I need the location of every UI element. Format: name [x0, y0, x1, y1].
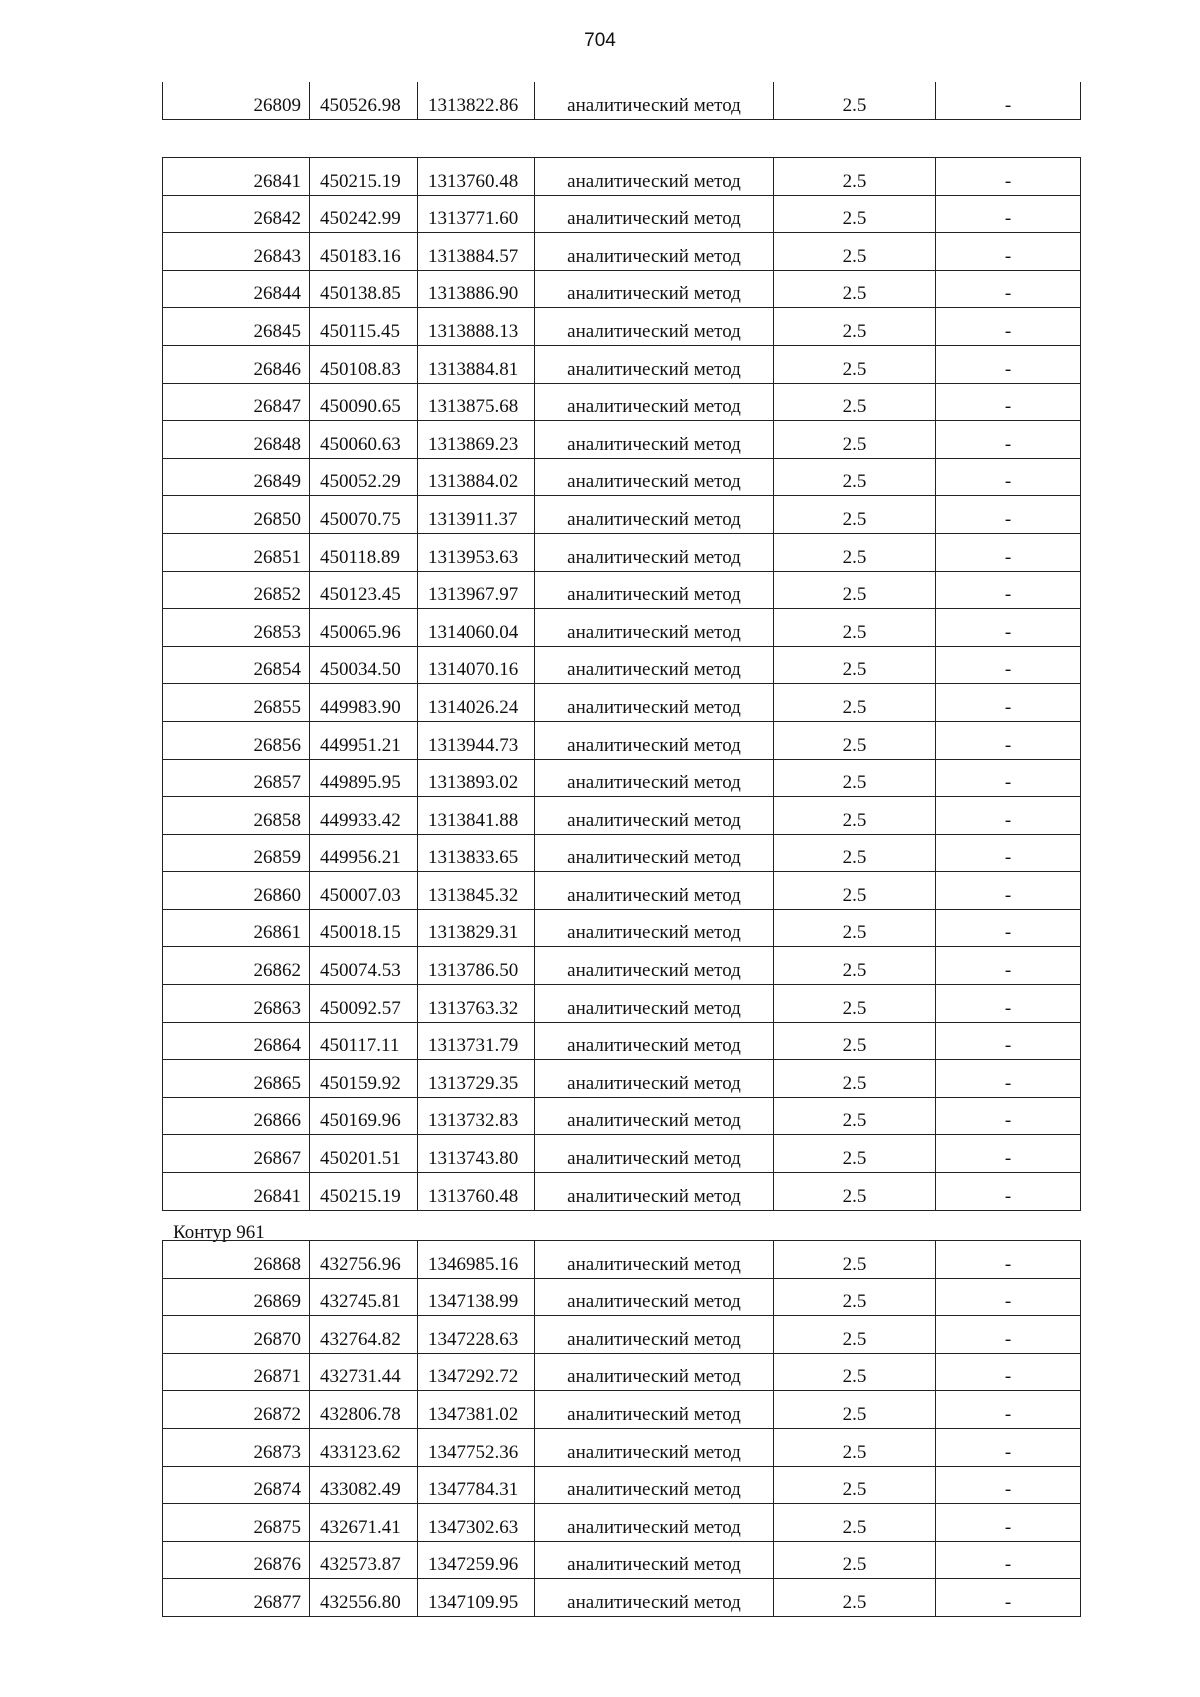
accuracy-cell: 2.5 — [774, 721, 936, 759]
point-number-cell: 26859 — [163, 834, 310, 872]
x-coordinate-cell: 450060.63 — [310, 421, 418, 459]
table-row — [163, 1428, 1081, 1466]
point-number-cell: 26864 — [163, 1022, 310, 1060]
accuracy-cell: 2.5 — [774, 1278, 936, 1316]
description-cell: - — [936, 496, 1081, 534]
description-cell: - — [936, 308, 1081, 346]
description-cell: - — [936, 797, 1081, 835]
accuracy-cell: 2.5 — [774, 1466, 936, 1504]
x-coordinate-cell: 432731.44 — [310, 1353, 418, 1391]
table-row — [163, 1097, 1081, 1135]
table-row — [163, 1541, 1081, 1579]
description-cell: - — [936, 1316, 1081, 1354]
method-cell: аналитический метод — [535, 721, 774, 759]
method-cell: аналитический метод — [535, 1173, 774, 1211]
x-coordinate-cell: 449951.21 — [310, 721, 418, 759]
description-cell: - — [936, 1173, 1081, 1211]
x-coordinate-cell: 449983.90 — [310, 684, 418, 722]
method-cell: аналитический метод — [535, 82, 774, 120]
x-coordinate-cell: 433123.62 — [310, 1428, 418, 1466]
x-coordinate-cell: 450242.99 — [310, 195, 418, 233]
accuracy-cell: 2.5 — [774, 834, 936, 872]
point-number-cell: 26875 — [163, 1504, 310, 1542]
table-row — [163, 421, 1081, 459]
x-coordinate-cell: 450065.96 — [310, 609, 418, 647]
point-number-cell: 26857 — [163, 759, 310, 797]
point-number-cell: 26866 — [163, 1097, 310, 1135]
method-cell: аналитический метод — [535, 158, 774, 196]
accuracy-cell: 2.5 — [774, 158, 936, 196]
description-cell: - — [936, 458, 1081, 496]
point-number-cell: 26854 — [163, 646, 310, 684]
description-cell: - — [936, 195, 1081, 233]
y-coordinate-cell: 1347381.02 — [418, 1391, 535, 1429]
accuracy-cell: 2.5 — [774, 1541, 936, 1579]
point-number-cell: 26877 — [163, 1579, 310, 1617]
table-row — [163, 834, 1081, 872]
x-coordinate-cell: 432806.78 — [310, 1391, 418, 1429]
table-row — [163, 1579, 1081, 1617]
coordinates-table-contour-960 — [162, 157, 1081, 1211]
description-cell: - — [936, 1241, 1081, 1279]
accuracy-cell: 2.5 — [774, 1391, 936, 1429]
description-cell: - — [936, 985, 1081, 1023]
x-coordinate-cell: 449933.42 — [310, 797, 418, 835]
point-number-cell: 26847 — [163, 383, 310, 421]
point-number-cell: 26850 — [163, 496, 310, 534]
y-coordinate-cell: 1313786.50 — [418, 947, 535, 985]
y-coordinate-cell: 1313731.79 — [418, 1022, 535, 1060]
x-coordinate-cell: 450526.98 — [310, 82, 418, 120]
method-cell: аналитический метод — [535, 458, 774, 496]
method-cell: аналитический метод — [535, 1428, 774, 1466]
x-coordinate-cell: 450159.92 — [310, 1060, 418, 1098]
accuracy-cell: 2.5 — [774, 909, 936, 947]
method-cell: аналитический метод — [535, 571, 774, 609]
description-cell: - — [936, 421, 1081, 459]
coordinates-table-continued — [162, 82, 1081, 120]
point-number-cell: 26842 — [163, 195, 310, 233]
description-cell: - — [936, 909, 1081, 947]
accuracy-cell: 2.5 — [774, 1135, 936, 1173]
y-coordinate-cell: 1313869.23 — [418, 421, 535, 459]
x-coordinate-cell: 450123.45 — [310, 571, 418, 609]
x-coordinate-cell: 450034.50 — [310, 646, 418, 684]
method-cell: аналитический метод — [535, 909, 774, 947]
table-row — [163, 533, 1081, 571]
point-number-cell: 26867 — [163, 1135, 310, 1173]
description-cell: - — [936, 834, 1081, 872]
accuracy-cell: 2.5 — [774, 1060, 936, 1098]
accuracy-cell: 2.5 — [774, 533, 936, 571]
y-coordinate-cell: 1313771.60 — [418, 195, 535, 233]
point-number-cell: 26860 — [163, 872, 310, 910]
method-cell: аналитический метод — [535, 383, 774, 421]
y-coordinate-cell: 1347302.63 — [418, 1504, 535, 1542]
point-number-cell: 26849 — [163, 458, 310, 496]
point-number-cell: 26870 — [163, 1316, 310, 1354]
description-cell: - — [936, 721, 1081, 759]
table-row — [163, 1466, 1081, 1504]
y-coordinate-cell: 1313763.32 — [418, 985, 535, 1023]
y-coordinate-cell: 1347259.96 — [418, 1541, 535, 1579]
description-cell: - — [936, 646, 1081, 684]
method-cell: аналитический метод — [535, 646, 774, 684]
method-cell: аналитический метод — [535, 1353, 774, 1391]
y-coordinate-cell: 1313888.13 — [418, 308, 535, 346]
description-cell: - — [936, 1060, 1081, 1098]
description-cell: - — [936, 609, 1081, 647]
accuracy-cell: 2.5 — [774, 872, 936, 910]
table-row — [163, 270, 1081, 308]
point-number-cell: 26874 — [163, 1466, 310, 1504]
accuracy-cell: 2.5 — [774, 759, 936, 797]
point-number-cell: 26841 — [163, 1173, 310, 1211]
y-coordinate-cell: 1347109.95 — [418, 1579, 535, 1617]
method-cell: аналитический метод — [535, 1504, 774, 1542]
accuracy-cell: 2.5 — [774, 1173, 936, 1211]
y-coordinate-cell: 1313884.02 — [418, 458, 535, 496]
point-number-cell: 26865 — [163, 1060, 310, 1098]
x-coordinate-cell: 450007.03 — [310, 872, 418, 910]
method-cell: аналитический метод — [535, 345, 774, 383]
y-coordinate-cell: 1313884.57 — [418, 233, 535, 271]
x-coordinate-cell: 450018.15 — [310, 909, 418, 947]
method-cell: аналитический метод — [535, 1135, 774, 1173]
method-cell: аналитический метод — [535, 421, 774, 459]
table-row — [163, 985, 1081, 1023]
table-row — [163, 1135, 1081, 1173]
table-row — [163, 1060, 1081, 1098]
description-cell: - — [936, 759, 1081, 797]
x-coordinate-cell: 450108.83 — [310, 345, 418, 383]
method-cell: аналитический метод — [535, 1060, 774, 1098]
y-coordinate-cell: 1313732.83 — [418, 1097, 535, 1135]
description-cell: - — [936, 533, 1081, 571]
accuracy-cell: 2.5 — [774, 1504, 936, 1542]
method-cell: аналитический метод — [535, 1316, 774, 1354]
y-coordinate-cell: 1313760.48 — [418, 158, 535, 196]
description-cell: - — [936, 345, 1081, 383]
accuracy-cell: 2.5 — [774, 646, 936, 684]
description-cell: - — [936, 571, 1081, 609]
x-coordinate-cell: 450118.89 — [310, 533, 418, 571]
x-coordinate-cell: 432745.81 — [310, 1278, 418, 1316]
accuracy-cell: 2.5 — [774, 233, 936, 271]
point-number-cell: 26862 — [163, 947, 310, 985]
table-row — [163, 308, 1081, 346]
point-number-cell: 26844 — [163, 270, 310, 308]
description-cell: - — [936, 383, 1081, 421]
x-coordinate-cell: 450117.11 — [310, 1022, 418, 1060]
method-cell: аналитический метод — [535, 797, 774, 835]
y-coordinate-cell: 1314026.24 — [418, 684, 535, 722]
y-coordinate-cell: 1313822.86 — [418, 82, 535, 120]
description-cell: - — [936, 1391, 1081, 1429]
y-coordinate-cell: 1313967.97 — [418, 571, 535, 609]
y-coordinate-cell: 1313875.68 — [418, 383, 535, 421]
table-row — [163, 872, 1081, 910]
point-number-cell: 26845 — [163, 308, 310, 346]
description-cell: - — [936, 1097, 1081, 1135]
point-number-cell: 26852 — [163, 571, 310, 609]
contour-label: Контур 961 — [173, 1222, 265, 1243]
method-cell: аналитический метод — [535, 985, 774, 1023]
table-row — [163, 1241, 1081, 1279]
y-coordinate-cell: 1313886.90 — [418, 270, 535, 308]
accuracy-cell: 2.5 — [774, 270, 936, 308]
y-coordinate-cell: 1313884.81 — [418, 345, 535, 383]
point-number-cell: 26851 — [163, 533, 310, 571]
x-coordinate-cell: 450183.16 — [310, 233, 418, 271]
table-row — [163, 909, 1081, 947]
accuracy-cell: 2.5 — [774, 1428, 936, 1466]
point-number-cell: 26843 — [163, 233, 310, 271]
y-coordinate-cell: 1313953.63 — [418, 533, 535, 571]
description-cell: - — [936, 1022, 1081, 1060]
method-cell: аналитический метод — [535, 1466, 774, 1504]
table-row — [163, 797, 1081, 835]
accuracy-cell: 2.5 — [774, 1241, 936, 1279]
accuracy-cell: 2.5 — [774, 421, 936, 459]
description-cell: - — [936, 1428, 1081, 1466]
method-cell: аналитический метод — [535, 1579, 774, 1617]
point-number-cell: 26848 — [163, 421, 310, 459]
description-cell: - — [936, 1504, 1081, 1542]
x-coordinate-cell: 450138.85 — [310, 270, 418, 308]
table-row — [163, 1278, 1081, 1316]
point-number-cell: 26863 — [163, 985, 310, 1023]
y-coordinate-cell: 1313729.35 — [418, 1060, 535, 1098]
table-row — [163, 1173, 1081, 1211]
point-number-cell: 26858 — [163, 797, 310, 835]
x-coordinate-cell: 450090.65 — [310, 383, 418, 421]
x-coordinate-cell: 450052.29 — [310, 458, 418, 496]
accuracy-cell: 2.5 — [774, 345, 936, 383]
y-coordinate-cell: 1346985.16 — [418, 1241, 535, 1279]
point-number-cell: 26873 — [163, 1428, 310, 1466]
point-number-cell: 26809 — [163, 82, 310, 120]
description-cell: - — [936, 1466, 1081, 1504]
point-number-cell: 26876 — [163, 1541, 310, 1579]
table-row — [163, 609, 1081, 647]
point-number-cell: 26855 — [163, 684, 310, 722]
point-number-cell: 26861 — [163, 909, 310, 947]
method-cell: аналитический метод — [535, 1541, 774, 1579]
point-number-cell: 26846 — [163, 345, 310, 383]
y-coordinate-cell: 1313829.31 — [418, 909, 535, 947]
accuracy-cell: 2.5 — [774, 496, 936, 534]
table-row — [163, 1316, 1081, 1354]
table-row — [163, 1022, 1081, 1060]
table-row — [163, 82, 1081, 120]
method-cell: аналитический метод — [535, 270, 774, 308]
y-coordinate-cell: 1347228.63 — [418, 1316, 535, 1354]
accuracy-cell: 2.5 — [774, 383, 936, 421]
description-cell: - — [936, 1135, 1081, 1173]
table-row — [163, 345, 1081, 383]
table-row — [163, 496, 1081, 534]
accuracy-cell: 2.5 — [774, 1353, 936, 1391]
table-row — [163, 458, 1081, 496]
point-number-cell: 26869 — [163, 1278, 310, 1316]
x-coordinate-cell: 450215.19 — [310, 158, 418, 196]
description-cell: - — [936, 270, 1081, 308]
table-row — [163, 571, 1081, 609]
method-cell: аналитический метод — [535, 1278, 774, 1316]
method-cell: аналитический метод — [535, 1097, 774, 1135]
accuracy-cell: 2.5 — [774, 1097, 936, 1135]
accuracy-cell: 2.5 — [774, 308, 936, 346]
x-coordinate-cell: 432671.41 — [310, 1504, 418, 1542]
point-number-cell: 26856 — [163, 721, 310, 759]
description-cell: - — [936, 233, 1081, 271]
method-cell: аналитический метод — [535, 759, 774, 797]
description-cell: - — [936, 1278, 1081, 1316]
y-coordinate-cell: 1313893.02 — [418, 759, 535, 797]
y-coordinate-cell: 1347752.36 — [418, 1428, 535, 1466]
table-row — [163, 721, 1081, 759]
accuracy-cell: 2.5 — [774, 82, 936, 120]
accuracy-cell: 2.5 — [774, 797, 936, 835]
table-row — [163, 947, 1081, 985]
x-coordinate-cell: 432573.87 — [310, 1541, 418, 1579]
coordinates-table-contour-961 — [162, 1240, 1081, 1617]
method-cell: аналитический метод — [535, 496, 774, 534]
y-coordinate-cell: 1313841.88 — [418, 797, 535, 835]
method-cell: аналитический метод — [535, 684, 774, 722]
point-number-cell: 26872 — [163, 1391, 310, 1429]
method-cell: аналитический метод — [535, 1241, 774, 1279]
y-coordinate-cell: 1313760.48 — [418, 1173, 535, 1211]
accuracy-cell: 2.5 — [774, 985, 936, 1023]
description-cell: - — [936, 1579, 1081, 1617]
description-cell: - — [936, 947, 1081, 985]
method-cell: аналитический метод — [535, 233, 774, 271]
description-cell: - — [936, 1541, 1081, 1579]
method-cell: аналитический метод — [535, 308, 774, 346]
accuracy-cell: 2.5 — [774, 195, 936, 233]
y-coordinate-cell: 1347784.31 — [418, 1466, 535, 1504]
method-cell: аналитический метод — [535, 609, 774, 647]
table-row — [163, 233, 1081, 271]
method-cell: аналитический метод — [535, 1022, 774, 1060]
method-cell: аналитический метод — [535, 1391, 774, 1429]
table-row — [163, 383, 1081, 421]
y-coordinate-cell: 1313911.37 — [418, 496, 535, 534]
x-coordinate-cell: 450215.19 — [310, 1173, 418, 1211]
y-coordinate-cell: 1314060.04 — [418, 609, 535, 647]
table-row — [163, 646, 1081, 684]
point-number-cell: 26853 — [163, 609, 310, 647]
x-coordinate-cell: 433082.49 — [310, 1466, 418, 1504]
table-row — [163, 1353, 1081, 1391]
table-row — [163, 684, 1081, 722]
point-number-cell: 26841 — [163, 158, 310, 196]
x-coordinate-cell: 450074.53 — [310, 947, 418, 985]
x-coordinate-cell: 450092.57 — [310, 985, 418, 1023]
y-coordinate-cell: 1313833.65 — [418, 834, 535, 872]
accuracy-cell: 2.5 — [774, 1316, 936, 1354]
accuracy-cell: 2.5 — [774, 1022, 936, 1060]
table-row — [163, 1391, 1081, 1429]
page-number: 704 — [584, 30, 616, 51]
y-coordinate-cell: 1313845.32 — [418, 872, 535, 910]
table-row — [163, 1504, 1081, 1542]
point-number-cell: 26871 — [163, 1353, 310, 1391]
x-coordinate-cell: 432556.80 — [310, 1579, 418, 1617]
method-cell: аналитический метод — [535, 834, 774, 872]
table-row — [163, 158, 1081, 196]
accuracy-cell: 2.5 — [774, 609, 936, 647]
y-coordinate-cell: 1313743.80 — [418, 1135, 535, 1173]
y-coordinate-cell: 1347138.99 — [418, 1278, 535, 1316]
method-cell: аналитический метод — [535, 533, 774, 571]
description-cell: - — [936, 684, 1081, 722]
x-coordinate-cell: 450070.75 — [310, 496, 418, 534]
x-coordinate-cell: 450201.51 — [310, 1135, 418, 1173]
x-coordinate-cell: 432764.82 — [310, 1316, 418, 1354]
description-cell: - — [936, 158, 1081, 196]
x-coordinate-cell: 432756.96 — [310, 1241, 418, 1279]
x-coordinate-cell: 450115.45 — [310, 308, 418, 346]
table-row — [163, 759, 1081, 797]
point-number-cell: 26868 — [163, 1241, 310, 1279]
accuracy-cell: 2.5 — [774, 458, 936, 496]
method-cell: аналитический метод — [535, 872, 774, 910]
y-coordinate-cell: 1347292.72 — [418, 1353, 535, 1391]
description-cell: - — [936, 1353, 1081, 1391]
y-coordinate-cell: 1313944.73 — [418, 721, 535, 759]
table-row — [163, 195, 1081, 233]
y-coordinate-cell: 1314070.16 — [418, 646, 535, 684]
x-coordinate-cell: 450169.96 — [310, 1097, 418, 1135]
description-cell: - — [936, 872, 1081, 910]
method-cell: аналитический метод — [535, 195, 774, 233]
x-coordinate-cell: 449956.21 — [310, 834, 418, 872]
x-coordinate-cell: 449895.95 — [310, 759, 418, 797]
description-cell: - — [936, 82, 1081, 120]
accuracy-cell: 2.5 — [774, 684, 936, 722]
accuracy-cell: 2.5 — [774, 947, 936, 985]
accuracy-cell: 2.5 — [774, 571, 936, 609]
accuracy-cell: 2.5 — [774, 1579, 936, 1617]
method-cell: аналитический метод — [535, 947, 774, 985]
